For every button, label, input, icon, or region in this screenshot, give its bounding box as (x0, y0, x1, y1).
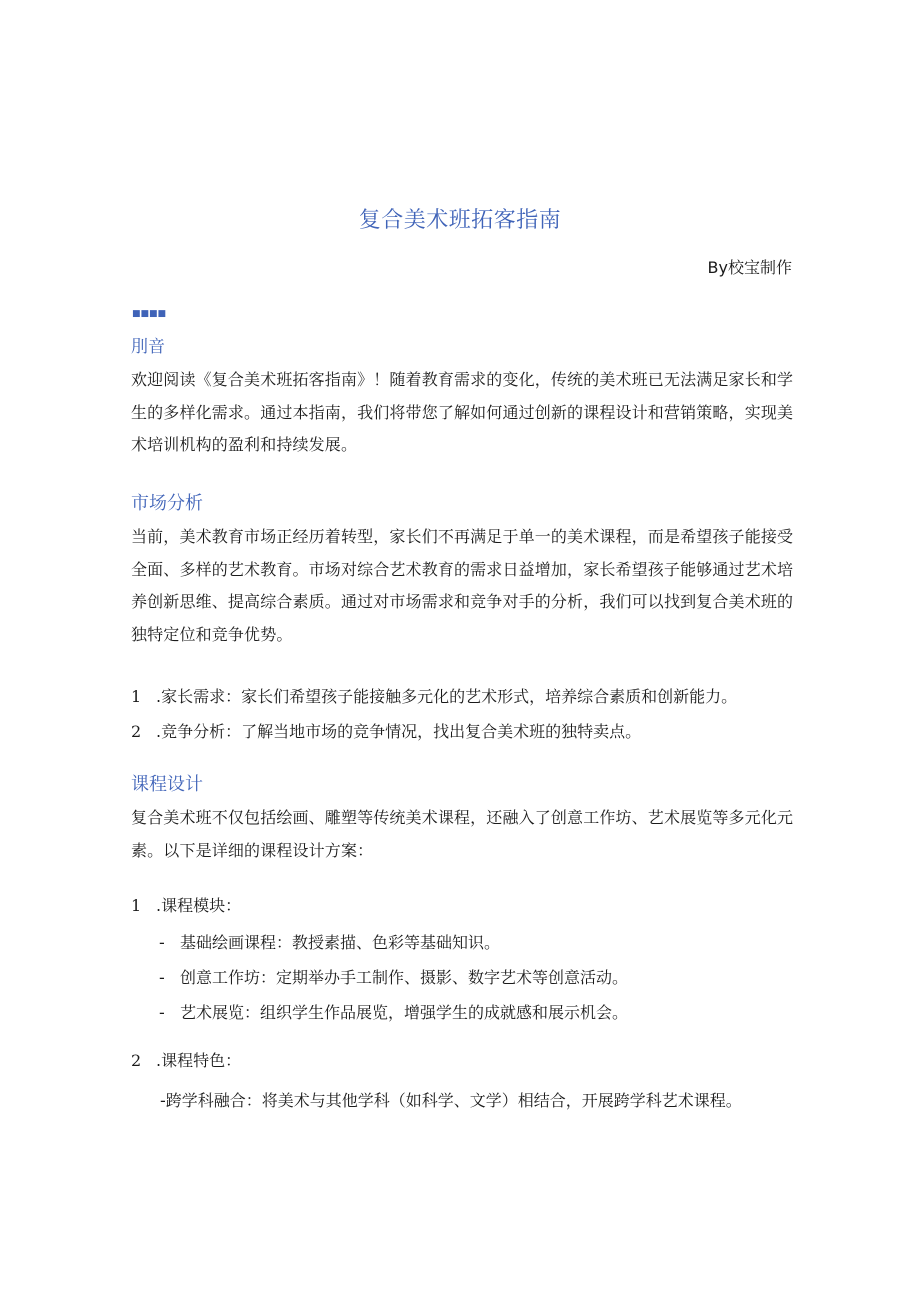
heading-marker: ■■■■ (132, 309, 167, 319)
document-title: 复合美术班拓客指南 (358, 208, 562, 233)
sub-list-item (159, 965, 628, 988)
list-item-text: .课程模块： (156, 896, 242, 915)
list-item-text: .课程特色： (156, 1051, 242, 1070)
preface-paragraph: 欢迎阅读《复合美术班拓客指南》！随着教育需求的变化，传统的美术班已无法满足家长和学生的多样化需求。通过本指南，我们将带您了解如何通过创新的课程设计和营销策略，实现美术培训机构的盈利和持续发展。 (131, 370, 794, 454)
sub-list-item (159, 930, 500, 953)
dash-bullet: - (159, 968, 165, 987)
preface-heading: 刖音 (131, 337, 165, 357)
sub-list-item-text: 基础绘画课程：教授素描、色彩等基础知识。 (180, 933, 501, 952)
market-analysis-heading: 市场分析 (131, 493, 203, 514)
sub-list-item (159, 1000, 628, 1023)
list-item (131, 893, 241, 916)
list-item-text: .家长需求：家长们希望孩子能接触多元化的艺术形式，培养综合素质和创新能力。 (156, 687, 738, 706)
list-item-number: 2 (131, 722, 142, 741)
list-item-number: 1 (131, 687, 142, 706)
market-analysis-paragraph: 当前，美术教育市场正经历着转型，家长们不再满足于单一的美术课程，而是希望孩子能接受全面、多样的艺术教育。市场对综合艺术教育的需求日益增加，家长希望孩子能够通过艺术培养创新思维、提高综合素质。通过对市场需求和竞争对手的分析，我们可以找到复合美术班的独特定位和竞争优势。 (131, 527, 794, 644)
list-item (131, 1048, 241, 1071)
list-item-text: .竞争分析：了解当地市场的竞争情况，找出复合美术班的独特卖点。 (156, 722, 642, 741)
course-feature-item: -跨学科融合：将美术与其他学科（如科学、文学）相结合，开展跨学科艺术课程。 (160, 1091, 742, 1110)
sub-list-item-text: 艺术展览：组织学生作品展览，增强学生的成就感和展示机会。 (180, 1003, 629, 1022)
list-item (131, 719, 641, 742)
sub-list-item-text: 创意工作坊：定期举办手工制作、摄影、数字艺术等创意活动。 (180, 968, 629, 987)
course-design-heading: 课程设计 (131, 774, 203, 795)
list-item-number: 2 (131, 1051, 142, 1070)
list-item (131, 684, 737, 707)
list-item-number: 1 (131, 896, 142, 915)
course-design-paragraph: 复合美术班不仅包括绘画、雕塑等传统美术课程，还融入了创意工作坊、艺术展览等多元化元素。以下是详细的课程设计方案： (131, 808, 794, 860)
dash-bullet: - (159, 933, 165, 952)
dash-bullet: - (159, 1003, 165, 1022)
author-line: By校宝制作 (707, 258, 792, 277)
